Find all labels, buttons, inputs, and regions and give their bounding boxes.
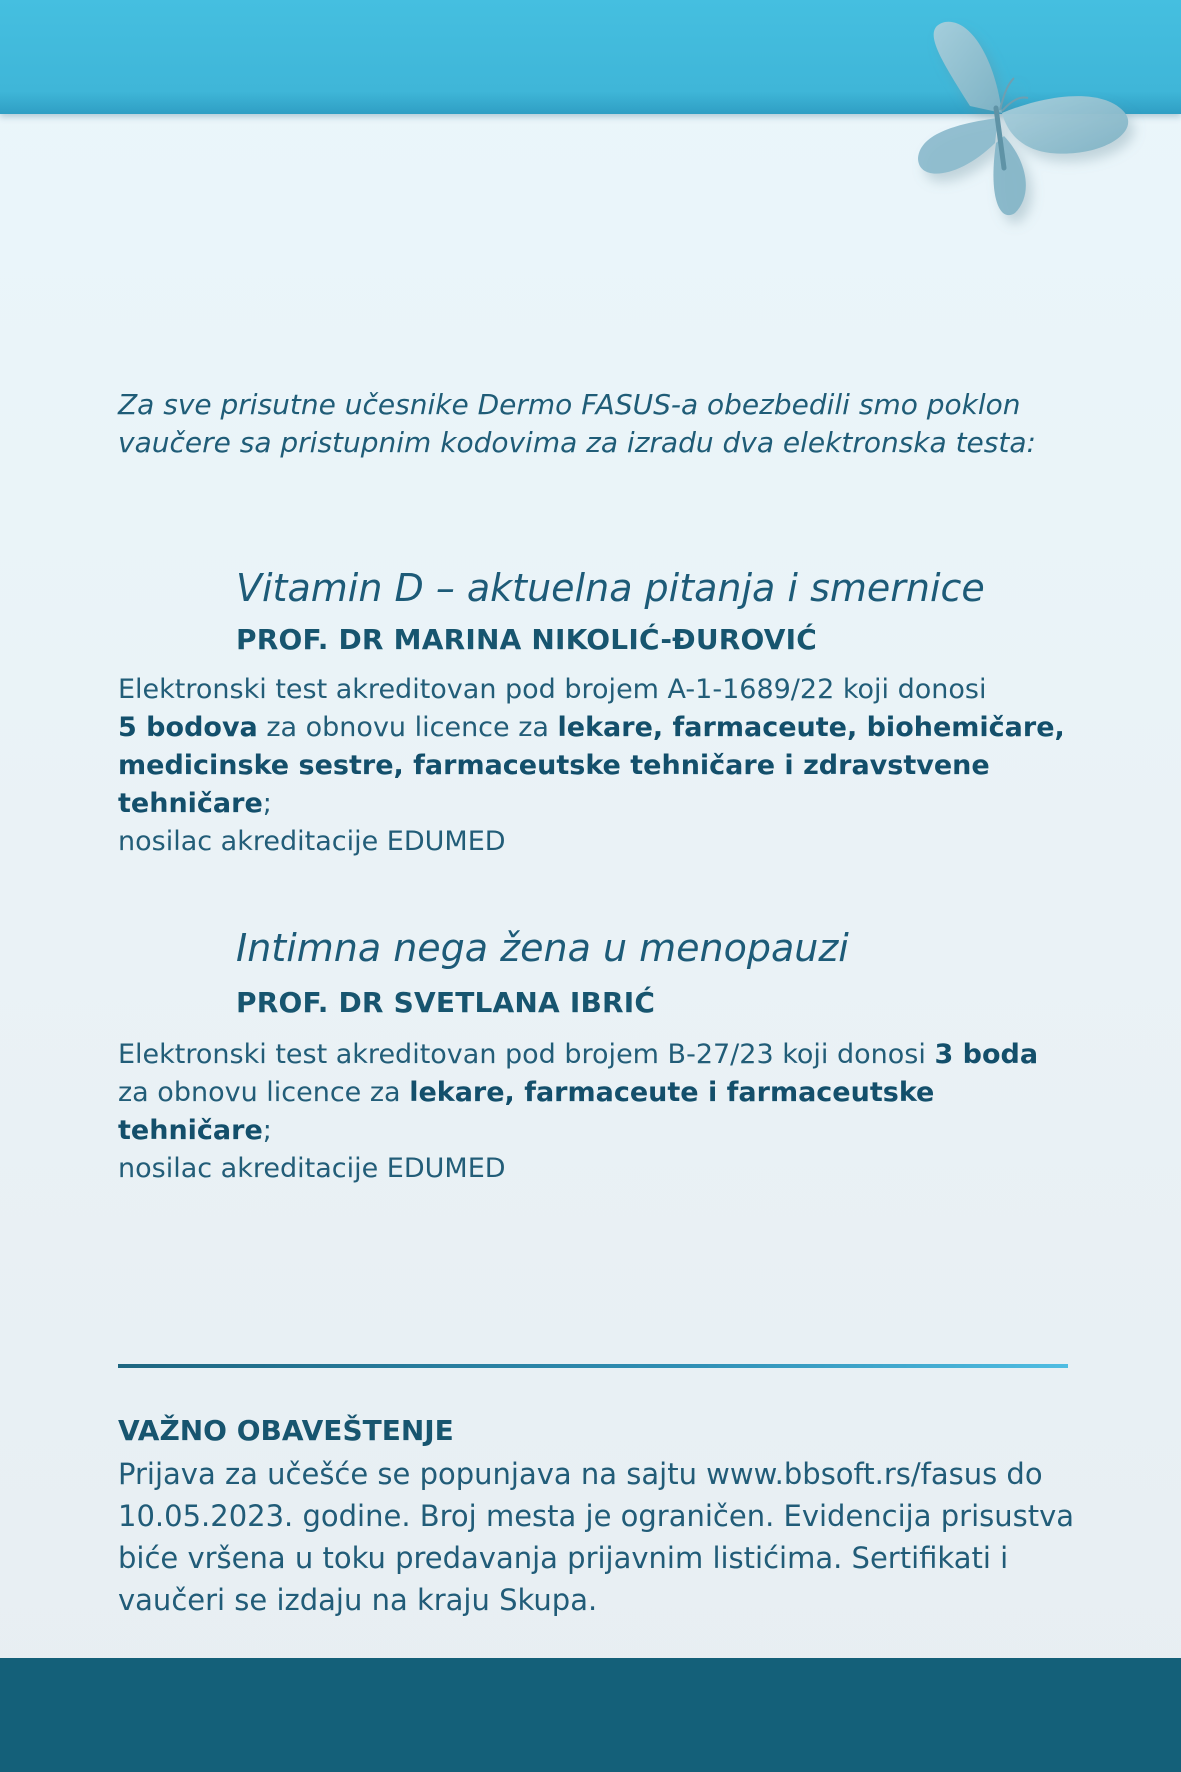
- notice-text: Prijava za učešće se popunjava na sajtu www.bbsoft.rs/fasus do 10.05.2023. godine. Broj mesta je ograničen. Evidencija prisustva biće vršena u toku predavanja prijavnim listićima. Sertifikati i vaučeri se izdaju na kraju Skupa.: [118, 1457, 1075, 1617]
- bottom-footer-band: [0, 1658, 1181, 1772]
- lecture-1-title: Vitamin D – aktuelna pitanja i smernice: [236, 566, 985, 610]
- notice-heading: VAŽNO OBAVEŠTENJE: [118, 1414, 454, 1447]
- lecture-2-desc-mid: za obnovu licence za: [118, 1077, 410, 1108]
- lecture-2-desc-pre: Elektronski test akreditovan pod brojem B-27/23 koji donosi: [118, 1039, 935, 1070]
- lecture-2-desc-end: ;: [262, 1115, 272, 1146]
- lecture-1-author: PROF. DR MARINA NIKOLIĆ-ĐUROVIĆ: [236, 623, 818, 656]
- lecture-1-audience: lekare, farmaceute, biohemičare, medicinske sestre, farmaceutske tehničare i zdravstvene tehničare: [118, 712, 1065, 819]
- lecture-1-provider: nosilac akreditacije EDUMED: [118, 826, 506, 857]
- intro-line-2: vaučere sa pristupnim kodovima za izradu dva elektronska testa:: [118, 426, 1036, 459]
- lecture-2-description: [118, 1036, 1078, 1188]
- intro-text: [118, 386, 1078, 462]
- lecture-1-description: [118, 671, 1078, 861]
- butterfly-icon: [900, 18, 1170, 248]
- intro-line-1: Za sve prisutne učesnike Dermo FASUS-a obezbedili smo poklon: [118, 388, 1021, 421]
- lecture-2-audience: lekare, farmaceute i farmaceutske tehničare: [118, 1077, 935, 1146]
- lecture-1-desc-end: ;: [262, 788, 272, 819]
- lecture-1-desc-pre: Elektronski test akreditovan pod brojem A-1-1689/22 koji donosi: [118, 674, 987, 705]
- lecture-2-author: PROF. DR SVETLANA IBRIĆ: [236, 986, 656, 1019]
- lecture-2-provider: nosilac akreditacije EDUMED: [118, 1153, 506, 1184]
- lecture-1-desc-mid: za obnovu licence za: [257, 712, 558, 743]
- lecture-1-points: 5 bodova: [118, 712, 258, 743]
- lecture-2-title: Intimna nega žena u menopauzi: [236, 926, 849, 970]
- lecture-2-points: 3 boda: [934, 1039, 1039, 1070]
- section-divider: [118, 1364, 1068, 1368]
